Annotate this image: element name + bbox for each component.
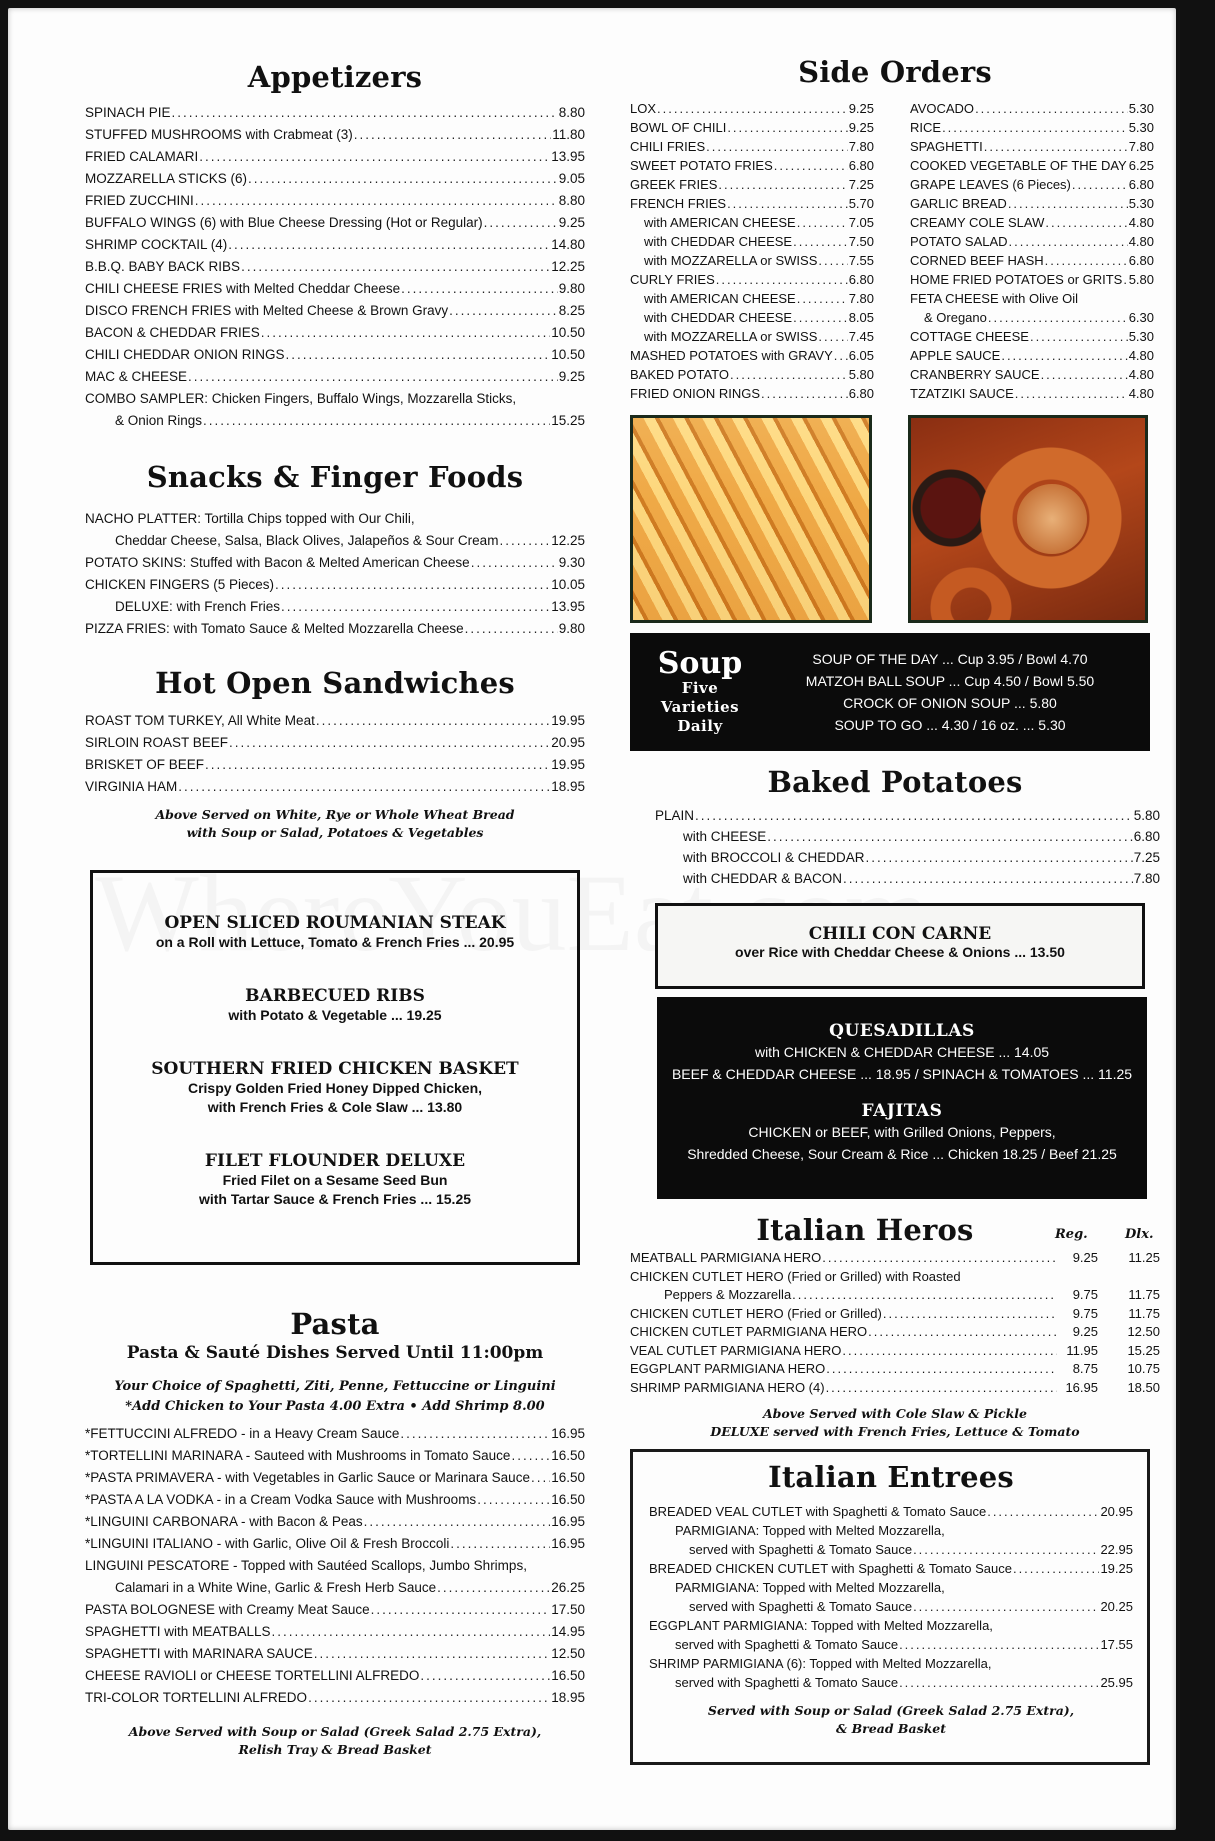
- menu-item: with AMERICAN CHEESE ..... 7.80: [630, 289, 874, 308]
- menu-item: HOME FRIED POTATOES or GRITS ..... 5.80: [910, 270, 1154, 289]
- menu-item: SWEET POTATO FRIES ..... 6.80: [630, 156, 874, 175]
- menu-item: *PASTA PRIMAVERA - with Vegetables in Garlic Sauce or Marinara Sauce ..... 16.50: [85, 1467, 585, 1489]
- menu-item: SPAGHETTI ..... 7.80: [910, 137, 1154, 156]
- menu-item: FRIED CALAMARI ..... 13.95: [85, 146, 585, 168]
- menu-item: BRISKET OF BEEF ..... 19.95: [85, 754, 585, 776]
- menu-item: *LINGUINI CARBONARA - with Bacon & Peas ..... 16.95: [85, 1511, 585, 1533]
- soup-item: SOUP OF THE DAY ... Cup 3.95 / Bowl 4.70: [812, 651, 1088, 667]
- left-column: [85, 60, 585, 1759]
- section-title-italian-heros: Italian Heros: [756, 1213, 974, 1247]
- menu-item: SIRLOIN ROAST BEEF ..... 20.95: [85, 732, 585, 754]
- section-title-side-orders: Side Orders: [798, 55, 992, 89]
- side-orders-list-left: [630, 99, 874, 403]
- menu-item: DELUXE: with French Fries ..... 13.95: [85, 596, 585, 618]
- menu-item: CHICKEN CUTLET HERO (Fried or Grilled) ..... 9.75 11.75: [630, 1305, 1160, 1324]
- menu-item-desc: PARMIGIANA: Topped with Melted Mozzarella,: [675, 1523, 945, 1538]
- chili-con-carne-box: CHILI CON CARNE over Rice with Cheddar Cheese & Onions ... 13.50: [655, 903, 1145, 989]
- menu-item: ROAST TOM TURKEY, All White Meat ..... 19.95: [85, 710, 585, 732]
- menu-item: POTATO SALAD ..... 4.80: [910, 232, 1154, 251]
- soup-list: [770, 648, 1150, 736]
- menu-item-desc: EGGPLANT PARMIGIANA: Topped with Melted Mozzarella,: [649, 1618, 993, 1633]
- menu-item: SHRIMP COCKTAIL (4) ..... 14.80: [85, 234, 585, 256]
- menu-item: CHILI CHEESE FRIES with Melted Cheddar Cheese ..... 9.80: [85, 278, 585, 300]
- menu-item: BACON & CHEDDAR FRIES ..... 10.50: [85, 322, 585, 344]
- menu-item: BOWL OF CHILI ..... 9.25: [630, 118, 874, 137]
- quesadillas-title: QUESADILLAS: [829, 1021, 975, 1041]
- menu-item: CHICKEN FINGERS (5 Pieces) ..... 10.05: [85, 574, 585, 596]
- menu-item: TZATZIKI SAUCE ..... 4.80: [910, 384, 1154, 403]
- menu-item: GRAPE LEAVES (6 Pieces) ..... 6.80: [910, 175, 1154, 194]
- menu-item: with CHEDDAR CHEESE ..... 7.50: [630, 232, 874, 251]
- menu-item: Peppers & Mozzarella ..... 9.75 11.75: [630, 1286, 1160, 1305]
- menu-item: with MOZZARELLA or SWISS ..... 7.55: [630, 251, 874, 270]
- menu-item: served with Spaghetti & Tomato Sauce ..... 25.95: [649, 1673, 1133, 1692]
- section-title-baked-potatoes: Baked Potatoes: [767, 765, 1023, 799]
- menu-item: served with Spaghetti & Tomato Sauce ..... 20.25: [649, 1597, 1133, 1616]
- menu-item: STUFFED MUSHROOMS with Crabmeat (3) ..... 11.80: [85, 124, 585, 146]
- pasta-list: [85, 1423, 585, 1709]
- menu-item: PASTA BOLOGNESE with Creamy Meat Sauce ..... 17.50: [85, 1599, 585, 1621]
- italian-entrees-box: [630, 1449, 1150, 1765]
- snacks-list: [85, 508, 585, 640]
- side-orders-grid: [630, 99, 1160, 403]
- section-title-appetizers: Appetizers: [247, 60, 423, 94]
- menu-item: TRI-COLOR TORTELLINI ALFREDO ..... 18.95: [85, 1687, 585, 1709]
- menu-item-combo-desc: COMBO SAMPLER: Chicken Fingers, Buffalo Wings, Mozzarella Sticks,: [85, 391, 517, 406]
- entrees-list: [649, 1502, 1133, 1692]
- section-title-pasta: Pasta: [290, 1307, 380, 1341]
- soup-item: CROCK OF ONION SOUP ... 5.80: [843, 695, 1057, 711]
- onion-rings-photo: [908, 415, 1148, 623]
- appetizers-section: [85, 60, 585, 432]
- special-item: BARBECUED RIBS with Potato & Vegetable ... 19.25: [228, 986, 442, 1023]
- menu-item: FRIED ONION RINGS ..... 6.80: [630, 384, 874, 403]
- menu-item: CREAMY COLE SLAW ..... 4.80: [910, 213, 1154, 232]
- section-title-sandwiches: Hot Open Sandwiches: [155, 666, 515, 700]
- french-fries-photo: [630, 415, 872, 623]
- menu-item-nacho: Cheddar Cheese, Salsa, Black Olives, Jalapeños & Sour Cream ..... 12.25: [85, 530, 585, 552]
- menu-item: with BROCCOLI & CHEDDAR ..... 7.25: [655, 847, 1160, 868]
- section-title-italian-entrees: Italian Entrees: [768, 1460, 1014, 1494]
- deluxe-column-header: Dlx.: [1125, 1227, 1154, 1242]
- side-orders-section: [630, 55, 1160, 403]
- menu-item: CRANBERRY SAUCE ..... 4.80: [910, 365, 1154, 384]
- menu-item: *LINGUINI ITALIANO - with Garlic, Olive Oil & Fresh Broccoli ..... 16.95: [85, 1533, 585, 1555]
- menu-item: with MOZZARELLA or SWISS ..... 7.45: [630, 327, 874, 346]
- menu-item: DISCO FRENCH FRIES with Melted Cheese & Brown Gravy ..... 8.25: [85, 300, 585, 322]
- menu-item: AVOCADO ..... 5.30: [910, 99, 1154, 118]
- menu-item: SPAGHETTI with MEATBALLS ..... 14.95: [85, 1621, 585, 1643]
- baked-potatoes-section: [630, 765, 1160, 889]
- menu-item: SHRIMP PARMIGIANA HERO (4) ..... 16.95 18.50: [630, 1379, 1160, 1398]
- entrees-note: Served with Soup or Salad (Greek Salad 2.75 Extra), & Bread Basket: [707, 1703, 1075, 1736]
- menu-item: CORNED BEEF HASH ..... 6.80: [910, 251, 1154, 270]
- menu-item-feta-desc: FETA CHEESE with Olive Oil: [910, 291, 1079, 306]
- menu-item-desc: PARMIGIANA: Topped with Melted Mozzarella,: [675, 1580, 945, 1595]
- soup-item: SOUP TO GO ... 4.30 / 16 oz. ... 5.30: [834, 717, 1066, 733]
- menu-item: SPINACH PIE ..... 8.80: [85, 102, 585, 124]
- menu-item-nacho-desc: NACHO PLATTER: Tortilla Chips topped with Our Chili,: [85, 511, 415, 526]
- menu-item: COOKED VEGETABLE OF THE DAY 6.25: [910, 158, 1155, 173]
- quesadillas-fajitas-box: QUESADILLAS with CHICKEN & CHEDDAR CHEESE ... 14.05 BEEF & CHEDDAR CHEESE ... 18.95 / SPINACH & TOMATOES ... 11.25 FAJITAS CHICKEN or BEEF, with Grilled Onions, Peppers, Shredded Cheese, Sour Cream & Rice ... Chicken 18.25 / Beef 21.25: [657, 997, 1147, 1199]
- menu-item: CHILI CHEDDAR ONION RINGS ..... 10.50: [85, 344, 585, 366]
- baked-potatoes-list: [630, 805, 1160, 889]
- menu-item: LOX ..... 9.25: [630, 99, 874, 118]
- menu-item: GARLIC BREAD ..... 5.30: [910, 194, 1154, 213]
- menu-item: with AMERICAN CHEESE ..... 7.05: [630, 213, 874, 232]
- menu-item: VIRGINIA HAM ..... 18.95: [85, 776, 585, 798]
- menu-item: BREADED CHICKEN CUTLET with Spaghetti & Tomato Sauce ..... 19.25: [649, 1559, 1133, 1578]
- menu-item: RICE ..... 5.30: [910, 118, 1154, 137]
- pasta-note: Above Served with Soup or Salad (Greek Salad 2.75 Extra), Relish Tray & Bread Basket: [128, 1724, 542, 1757]
- menu-item-pescatore: Calamari in a White Wine, Garlic & Fresh Herb Sauce ..... 26.25: [85, 1577, 585, 1599]
- menu-item: with CHEDDAR & BACON ..... 7.80: [655, 868, 1160, 889]
- menu-item-combo: & Onion Rings ..... 15.25: [85, 410, 585, 432]
- menu-item: MOZZARELLA STICKS (6) ..... 9.05: [85, 168, 585, 190]
- pasta-subtitle: Pasta & Sauté Dishes Served Until 11:00pm: [126, 1343, 544, 1363]
- menu-item: CHILI FRIES ..... 7.80: [630, 137, 874, 156]
- sandwiches-list: [85, 710, 585, 798]
- snacks-section: [85, 460, 585, 640]
- menu-item: *PASTA A LA VODKA - in a Cream Vodka Sauce with Mushrooms ..... 16.50: [85, 1489, 585, 1511]
- soup-heading: Soup Five Varieties Daily: [657, 645, 743, 735]
- heros-list: [630, 1249, 1160, 1397]
- soup-item: MATZOH BALL SOUP ... Cup 4.50 / Bowl 5.50: [805, 673, 1095, 689]
- fajitas-title: FAJITAS: [861, 1101, 943, 1121]
- appetizers-list: [85, 102, 585, 432]
- menu-item: MEATBALL PARMIGIANA HERO ..... 9.25 11.25: [630, 1249, 1160, 1268]
- menu-item: POTATO SKINS: Stuffed with Bacon & Melted American Cheese ..... 9.30: [85, 552, 585, 574]
- section-title-snacks: Snacks & Finger Foods: [146, 460, 524, 494]
- sandwiches-note: Above Served on White, Rye or Whole Wheat Bread with Soup or Salad, Potatoes & Vegetables: [155, 807, 515, 840]
- italian-heros-section: [630, 1213, 1160, 1441]
- menu-item: CHICKEN CUTLET PARMIGIANA HERO ..... 9.25 12.50: [630, 1323, 1160, 1342]
- menu-item: FRIED ZUCCHINI ..... 8.80: [85, 190, 585, 212]
- menu-item: *TORTELLINI MARINARA - Sauteed with Mushrooms in Tomato Sauce ..... 16.50: [85, 1445, 585, 1467]
- menu-item: EGGPLANT PARMIGIANA HERO ..... 8.75 10.75: [630, 1360, 1160, 1379]
- menu-item-pescatore-desc: LINGUINI PESCATORE - Topped with Sautéed Scallops, Jumbo Shrimps,: [85, 1558, 527, 1573]
- menu-item: GREEK FRIES ..... 7.25: [630, 175, 874, 194]
- menu-item: CURLY FRIES ..... 6.80: [630, 270, 874, 289]
- menu-item-roasted-desc: CHICKEN CUTLET HERO (Fried or Grilled) with Roasted: [630, 1268, 961, 1284]
- menu-item: BUFFALO WINGS (6) with Blue Cheese Dressing (Hot or Regular) ..... 9.25: [85, 212, 585, 234]
- menu-item: VEAL CUTLET PARMIGIANA HERO ..... 11.95 15.25: [630, 1342, 1160, 1361]
- menu-item: with CHEDDAR CHEESE ..... 8.05: [630, 308, 874, 327]
- menu-item: FRENCH FRIES ..... 5.70: [630, 194, 874, 213]
- special-item: FILET FLOUNDER DELUXE Fried Filet on a Sesame Seed Bun with Tartar Sauce & French Fries ... 15.25: [198, 1151, 472, 1207]
- special-item: OPEN SLICED ROUMANIAN STEAK on a Roll with Lettuce, Tomato & French Fries ... 20.95: [155, 913, 515, 950]
- side-orders-list-right: [910, 99, 1154, 403]
- heros-note: Above Served with Cole Slaw & Pickle DELUXE served with French Fries, Lettuce & Tomato: [710, 1406, 1080, 1439]
- menu-item: served with Spaghetti & Tomato Sauce ..... 22.95: [649, 1540, 1133, 1559]
- menu-item: APPLE SAUCE ..... 4.80: [910, 346, 1154, 365]
- menu-item: served with Spaghetti & Tomato Sauce ..... 17.55: [649, 1635, 1133, 1654]
- menu-item: PIZZA FRIES: with Tomato Sauce & Melted Mozzarella Cheese ..... 9.80: [85, 618, 585, 640]
- menu-item: SPAGHETTI with MARINARA SAUCE ..... 12.50: [85, 1643, 585, 1665]
- menu-item: CHEESE RAVIOLI or CHEESE TORTELLINI ALFREDO ..... 16.50: [85, 1665, 585, 1687]
- menu-item: with CHEESE ..... 6.80: [655, 826, 1160, 847]
- menu-item: MASHED POTATOES with GRAVY ..... 6.05: [630, 346, 874, 365]
- pasta-section: [85, 1307, 585, 1759]
- menu-item: *FETTUCCINI ALFREDO - in a Heavy Cream Sauce ..... 16.95: [85, 1423, 585, 1445]
- menu-item: COTTAGE CHEESE ..... 5.30: [910, 327, 1154, 346]
- menu-item: B.B.Q. BABY BACK RIBS ..... 12.25: [85, 256, 585, 278]
- menu-item-feta: & Oregano ..... 6.30: [910, 308, 1154, 327]
- right-column: [630, 55, 1160, 1765]
- sandwiches-section: [85, 666, 585, 842]
- soup-box: [630, 633, 1150, 751]
- specials-box: [90, 870, 580, 1265]
- menu-item: BREADED VEAL CUTLET with Spaghetti & Tomato Sauce ..... 20.95: [649, 1502, 1133, 1521]
- menu-item: PLAIN ..... 5.80: [655, 805, 1160, 826]
- regular-column-header: Reg.: [1055, 1227, 1088, 1242]
- special-item: SOUTHERN FRIED CHICKEN BASKET Crispy Golden Fried Honey Dipped Chicken, with French Fries & Cole Slaw ... 13.80: [151, 1059, 519, 1115]
- menu-item: MAC & CHEESE ..... 9.25: [85, 366, 585, 388]
- menu-item: BAKED POTATO ..... 5.80: [630, 365, 874, 384]
- menu-item-desc: SHRIMP PARMIGIANA (6): Topped with Melted Mozzarella,: [649, 1656, 992, 1671]
- pasta-choice-note: Your Choice of Spaghetti, Ziti, Penne, Fettuccine or Linguini *Add Chicken to Your Pasta 4.00 Extra • Add Shrimp 8.00: [114, 1379, 556, 1414]
- food-photos: [630, 415, 1160, 623]
